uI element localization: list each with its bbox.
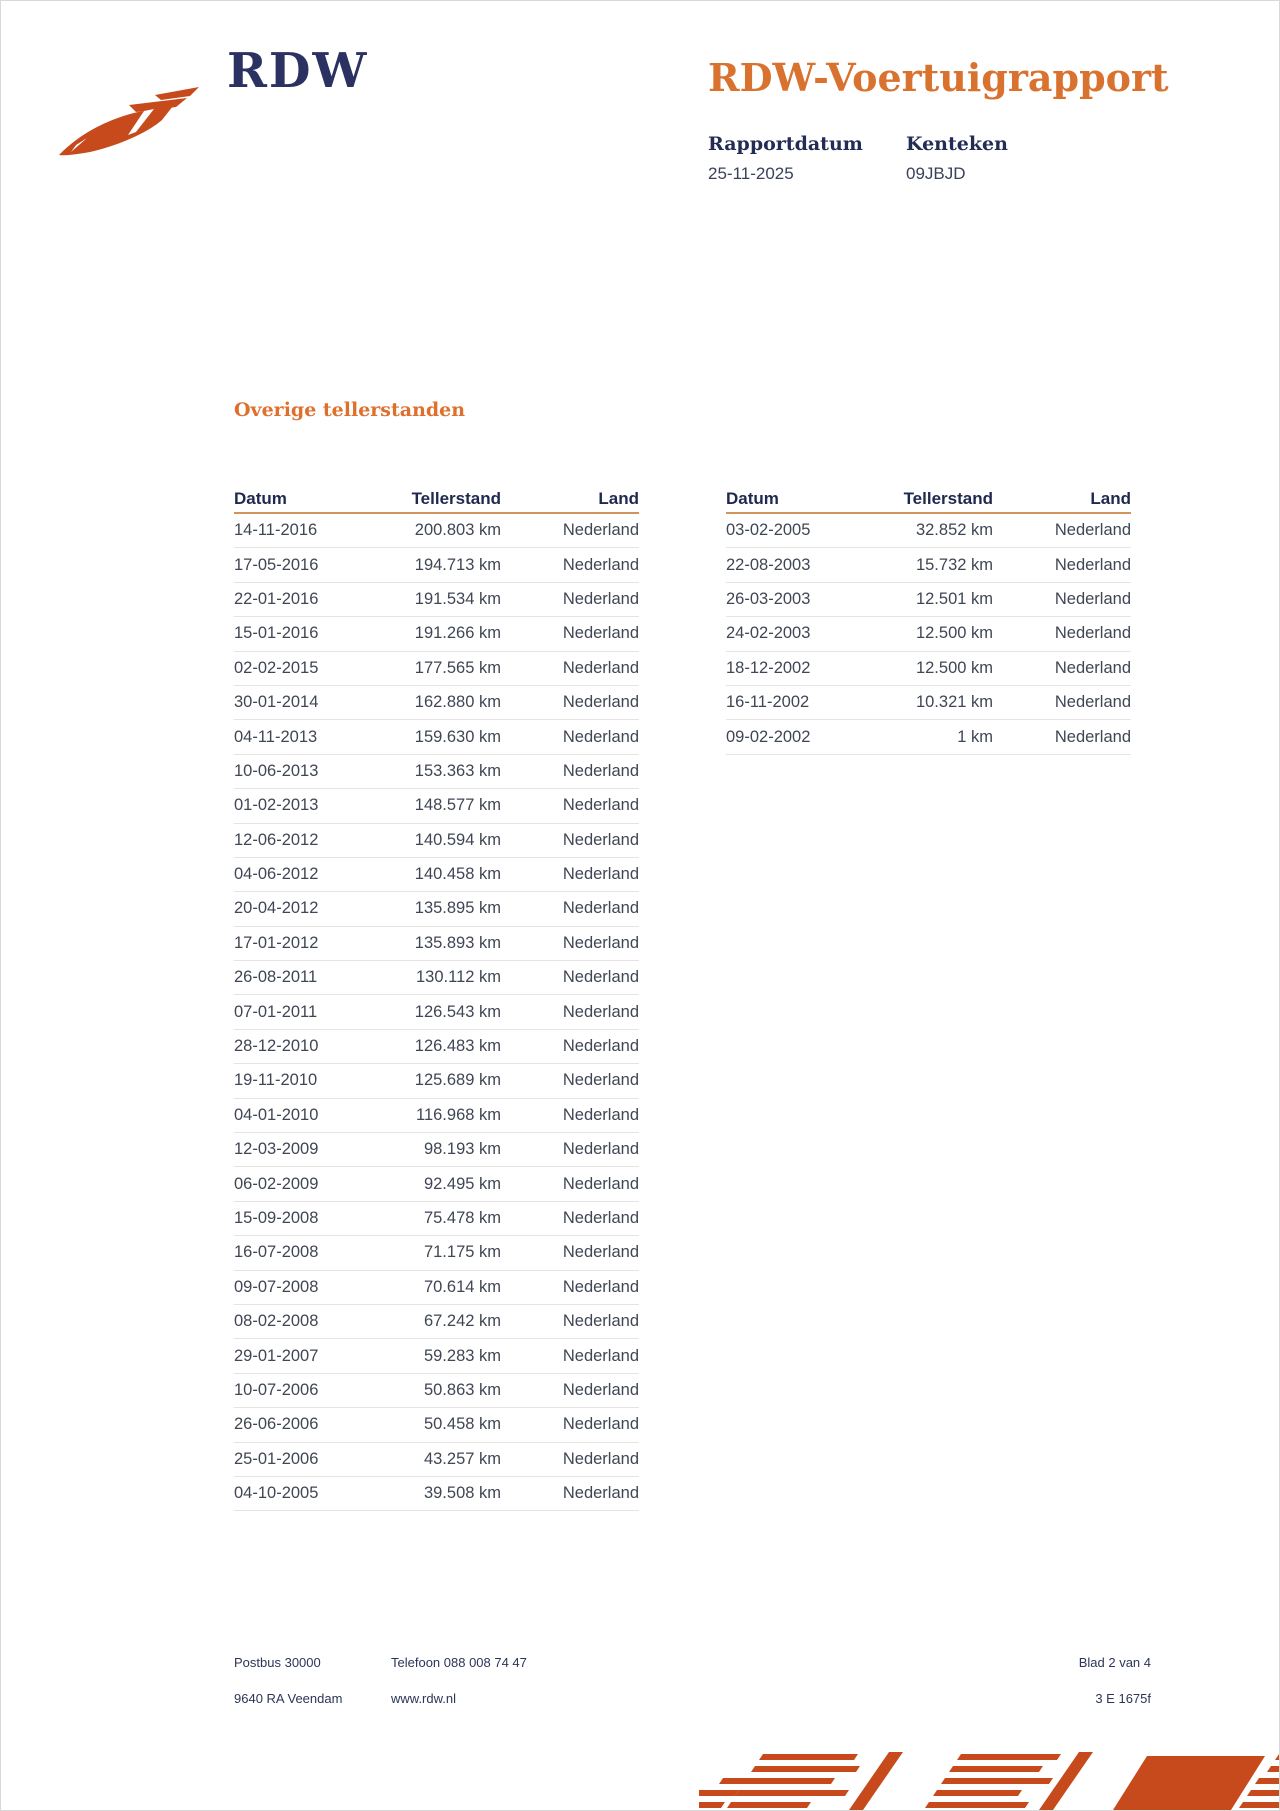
table-row — [234, 824, 639, 858]
column-header-land: Land — [1090, 489, 1131, 508]
cell-datum: 04-01-2010 — [234, 1105, 319, 1124]
table-row — [234, 514, 639, 548]
cell-datum: 07-01-2011 — [234, 1002, 318, 1021]
cell-land: Nederland — [562, 555, 639, 574]
table-row — [234, 1099, 639, 1133]
cell-datum: 14-11-2016 — [234, 521, 318, 540]
cell-tellerstand: 125.689 km — [414, 1071, 501, 1090]
cell-land: Nederland — [562, 899, 639, 918]
footer-city: 9640 RA Veendam — [234, 1691, 343, 1706]
column-header-land: Land — [598, 489, 639, 508]
table-row — [234, 720, 639, 754]
table-row — [726, 652, 1131, 686]
cell-land: Nederland — [562, 1484, 639, 1503]
cell-land: Nederland — [562, 1105, 639, 1124]
cell-land: Nederland — [1054, 727, 1131, 746]
cell-tellerstand: 162.880 km — [414, 693, 501, 712]
cell-land: Nederland — [562, 1380, 639, 1399]
cell-tellerstand: 75.478 km — [423, 1209, 501, 1227]
cell-land: Nederland — [562, 968, 639, 987]
cell-datum: 15-01-2016 — [234, 624, 319, 643]
cell-datum: 29-01-2007 — [234, 1346, 319, 1365]
column-header-datum: Datum — [726, 489, 779, 508]
cell-datum: 26-03-2003 — [726, 589, 811, 608]
cell-datum: 17-01-2012 — [234, 933, 319, 952]
cell-tellerstand: 200.803 km — [414, 521, 501, 540]
cell-datum: 22-08-2003 — [726, 555, 811, 574]
cell-tellerstand: 10.321 km — [915, 693, 993, 712]
cell-land: Nederland — [562, 1243, 639, 1262]
cell-datum: 15-09-2008 — [234, 1209, 319, 1227]
cell-tellerstand: 50.458 km — [423, 1415, 501, 1434]
table-row — [234, 755, 639, 789]
cell-datum: 20-04-2012 — [234, 899, 319, 918]
odometer-table-left — [234, 479, 639, 1511]
table-row — [234, 789, 639, 823]
cell-tellerstand: 98.193 km — [423, 1140, 501, 1159]
cell-land: Nederland — [562, 1449, 639, 1468]
table-row — [726, 583, 1131, 617]
cell-tellerstand: 15.732 km — [915, 555, 993, 574]
cell-land: Nederland — [1054, 693, 1131, 712]
cell-datum: 10-07-2006 — [234, 1380, 319, 1399]
cell-land: Nederland — [562, 1277, 639, 1296]
cell-tellerstand: 135.893 km — [414, 933, 501, 952]
table-row — [234, 927, 639, 961]
cell-land: Nederland — [562, 830, 639, 849]
table-row — [234, 1133, 639, 1167]
cell-datum: 26-08-2011 — [234, 968, 318, 987]
cell-datum: 16-07-2008 — [234, 1243, 319, 1262]
cell-land: Nederland — [562, 1037, 639, 1056]
cell-tellerstand: 140.458 km — [414, 865, 501, 884]
odometer-table-right — [726, 479, 1131, 755]
cell-tellerstand: 148.577 km — [414, 796, 501, 815]
cell-land: Nederland — [562, 1071, 639, 1090]
cell-land: Nederland — [562, 761, 639, 780]
cell-land: Nederland — [1054, 658, 1131, 677]
cell-tellerstand: 194.713 km — [414, 555, 501, 574]
cell-tellerstand: 159.630 km — [414, 727, 501, 746]
cell-datum: 04-10-2005 — [234, 1484, 319, 1503]
column-header-tellerstand: Tellerstand — [411, 489, 501, 508]
cell-tellerstand: 92.495 km — [423, 1174, 501, 1193]
table-row — [234, 617, 639, 651]
cell-tellerstand: 71.175 km — [423, 1243, 501, 1262]
cell-tellerstand: 39.508 km — [423, 1484, 501, 1503]
cell-land: Nederland — [562, 727, 639, 746]
cell-land: Nederland — [562, 521, 639, 540]
cell-datum: 18-12-2002 — [726, 658, 811, 677]
footer-phone: Telefoon 088 008 74 47 — [391, 1655, 527, 1670]
cell-land: Nederland — [562, 796, 639, 815]
footer-postbus: Postbus 30000 — [234, 1655, 321, 1670]
cell-tellerstand: 177.565 km — [414, 658, 501, 677]
footer-website: www.rdw.nl — [391, 1691, 457, 1706]
cell-land: Nederland — [562, 624, 639, 643]
cell-tellerstand: 12.501 km — [915, 589, 993, 608]
table-row — [234, 1202, 639, 1236]
report-date-value: 25-11-2025 — [708, 164, 794, 183]
cell-datum: 26-06-2006 — [234, 1415, 319, 1434]
cell-datum: 30-01-2014 — [234, 693, 319, 712]
cell-land: Nederland — [562, 693, 639, 712]
cell-tellerstand: 12.500 km — [915, 658, 993, 677]
cell-datum: 04-11-2013 — [234, 727, 318, 746]
cell-tellerstand: 32.852 km — [915, 521, 993, 540]
cell-datum: 25-01-2006 — [234, 1449, 319, 1468]
cell-datum: 10-06-2013 — [234, 761, 319, 780]
cell-tellerstand: 116.968 km — [416, 1105, 501, 1124]
cell-land: Nederland — [1054, 624, 1131, 643]
table-row — [234, 1477, 639, 1511]
cell-tellerstand: 126.483 km — [414, 1037, 501, 1056]
cell-land: Nederland — [562, 589, 639, 608]
section-heading-overige-tellerstanden: Overige tellerstanden — [234, 399, 466, 421]
table-row — [234, 1064, 639, 1098]
column-header-tellerstand: Tellerstand — [903, 489, 993, 508]
table-row — [234, 1443, 639, 1477]
column-header-datum: Datum — [234, 489, 287, 508]
page-title: RDW-Voertuigrapport — [708, 55, 1169, 100]
table-header-row — [234, 479, 639, 514]
table-row — [234, 1408, 639, 1442]
cell-datum: 08-02-2008 — [234, 1312, 319, 1331]
footer-form-code: 3 E 1675f — [1095, 1691, 1151, 1706]
cell-datum: 01-02-2013 — [234, 796, 319, 815]
cell-datum: 09-07-2008 — [234, 1277, 319, 1296]
table-row — [726, 617, 1131, 651]
cell-tellerstand: 59.283 km — [423, 1346, 501, 1365]
rdw-logo-text: RDW — [227, 43, 369, 99]
cell-datum: 12-03-2009 — [234, 1140, 319, 1159]
table-row — [234, 858, 639, 892]
table-row — [726, 686, 1131, 720]
cell-tellerstand: 126.543 km — [414, 1002, 501, 1021]
cell-datum: 03-02-2005 — [726, 521, 811, 540]
cell-datum: 12-06-2012 — [234, 830, 319, 849]
cell-tellerstand: 50.863 km — [423, 1380, 501, 1399]
report-date-label: Rapportdatum — [708, 133, 863, 155]
cell-tellerstand: 153.363 km — [414, 761, 501, 780]
table-row — [234, 1305, 639, 1339]
cell-land: Nederland — [562, 1174, 639, 1193]
table-row — [234, 1374, 639, 1408]
cell-datum: 04-06-2012 — [234, 865, 319, 884]
cell-tellerstand: 43.257 km — [423, 1449, 501, 1468]
table-row — [234, 686, 639, 720]
cell-tellerstand: 12.500 km — [915, 624, 993, 643]
cell-tellerstand: 70.614 km — [423, 1277, 501, 1296]
cell-datum: 22-01-2016 — [234, 589, 319, 608]
cell-land: Nederland — [562, 1209, 639, 1227]
table-row — [234, 961, 639, 995]
cell-datum: 19-11-2010 — [234, 1071, 318, 1090]
table-header-row — [726, 479, 1131, 514]
table-row — [234, 548, 639, 582]
rdw-swoosh-logo-icon — [57, 79, 205, 163]
cell-land: Nederland — [1054, 555, 1131, 574]
cell-datum: 02-02-2015 — [234, 658, 319, 677]
cell-tellerstand: 191.534 km — [414, 589, 501, 608]
cell-tellerstand: 67.242 km — [423, 1312, 501, 1331]
kenteken-label: Kenteken — [906, 133, 1008, 155]
cell-datum: 24-02-2003 — [726, 624, 811, 643]
cell-land: Nederland — [562, 1002, 639, 1021]
decorative-stripes-graphic — [699, 1752, 1279, 1810]
cell-land: Nederland — [562, 933, 639, 952]
cell-land: Nederland — [562, 658, 639, 677]
table-row — [726, 548, 1131, 582]
table-row — [234, 1236, 639, 1270]
table-row — [234, 892, 639, 926]
table-row — [234, 1339, 639, 1373]
table-row — [234, 583, 639, 617]
table-row — [234, 1167, 639, 1201]
cell-land: Nederland — [562, 1346, 639, 1365]
cell-tellerstand: 140.594 km — [414, 830, 501, 849]
table-row — [726, 514, 1131, 548]
cell-land: Nederland — [562, 1140, 639, 1159]
cell-datum: 28-12-2010 — [234, 1037, 319, 1056]
cell-datum: 09-02-2002 — [726, 727, 811, 746]
cell-datum: 17-05-2016 — [234, 555, 319, 574]
kenteken-value: 09JBJD — [906, 164, 966, 183]
cell-land: Nederland — [1054, 589, 1131, 608]
cell-tellerstand: 130.112 km — [416, 968, 501, 987]
table-row — [234, 652, 639, 686]
table-row — [234, 995, 639, 1029]
cell-land: Nederland — [562, 1312, 639, 1331]
table-row — [234, 1030, 639, 1064]
cell-datum: 06-02-2009 — [234, 1174, 319, 1193]
cell-tellerstand: 1 km — [957, 727, 993, 746]
footer-page-indicator: Blad 2 van 4 — [1078, 1655, 1151, 1670]
cell-land: Nederland — [1054, 521, 1131, 540]
cell-datum: 16-11-2002 — [726, 693, 810, 712]
cell-land: Nederland — [562, 1415, 639, 1434]
cell-land: Nederland — [562, 865, 639, 884]
cell-tellerstand: 135.895 km — [414, 899, 501, 918]
table-row — [726, 720, 1131, 754]
cell-tellerstand: 191.266 km — [414, 624, 501, 643]
table-row — [234, 1271, 639, 1305]
